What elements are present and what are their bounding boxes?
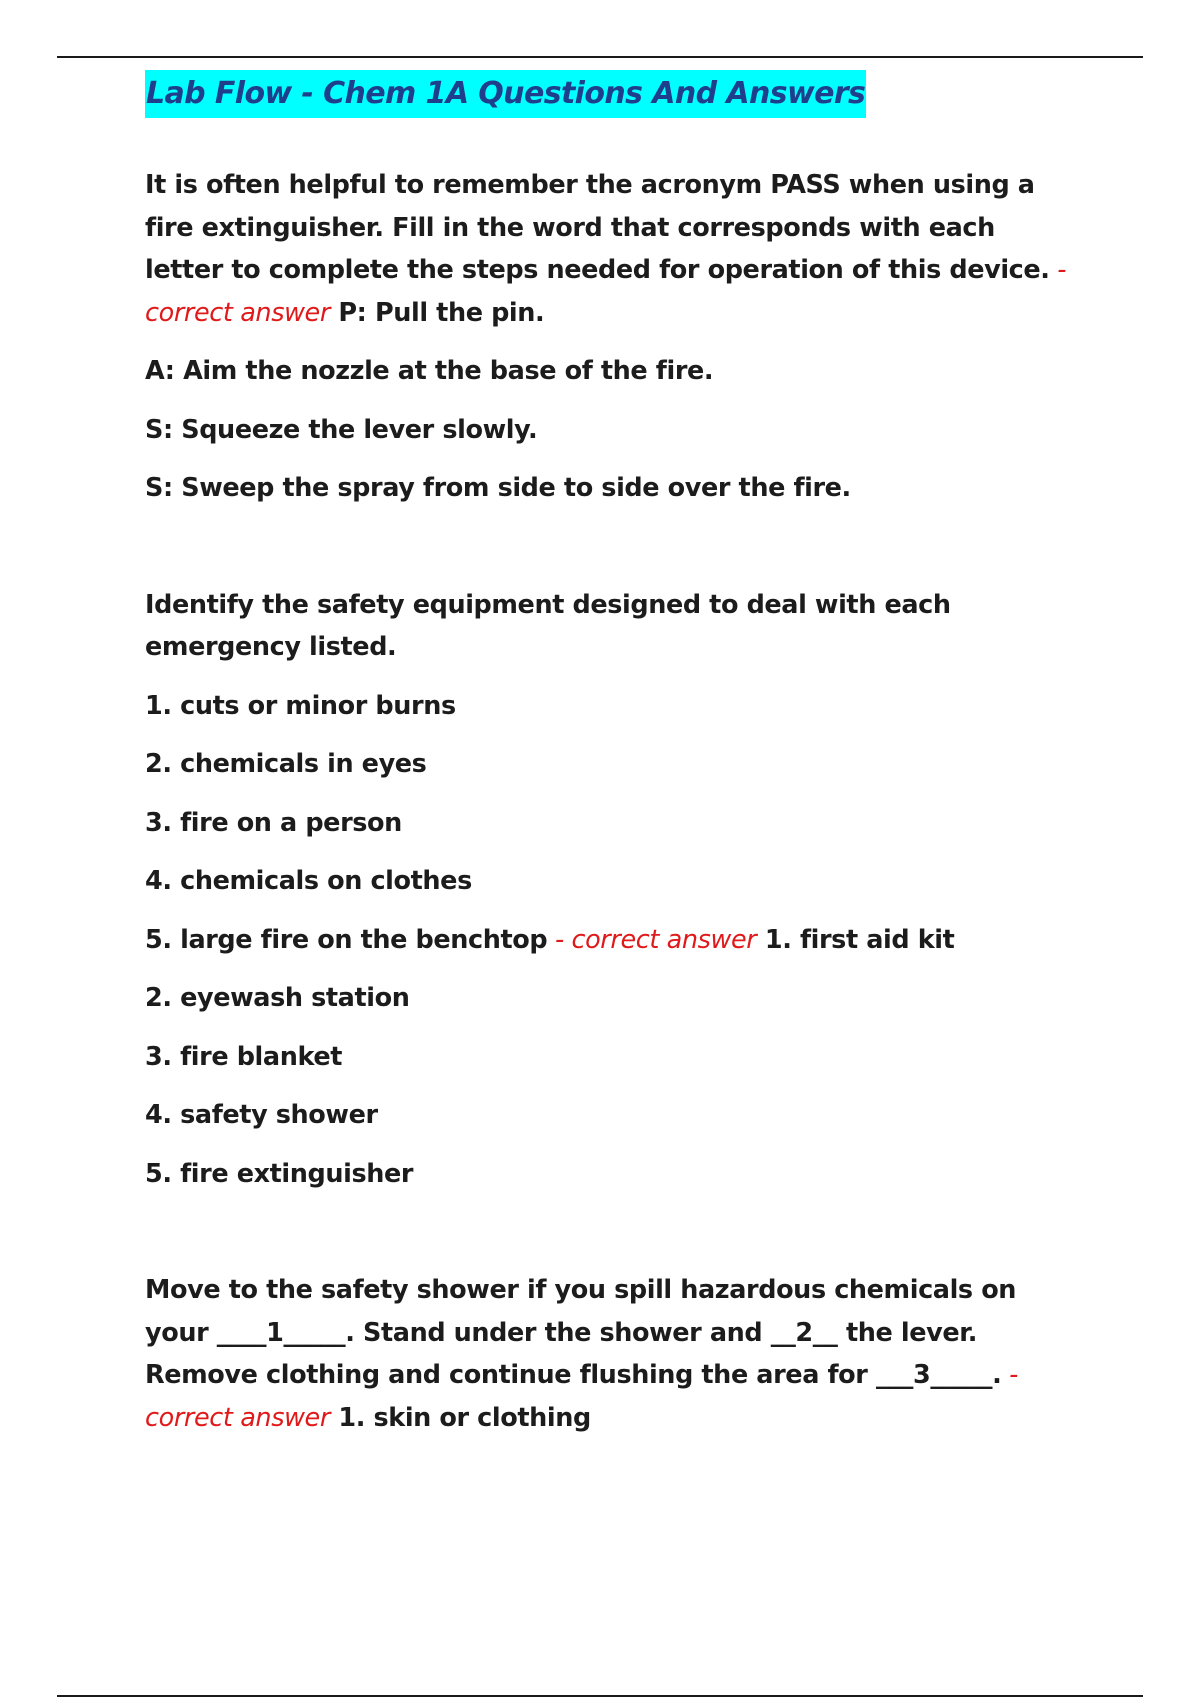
answer-line: 2. eyewash station xyxy=(145,983,410,1013)
document-body xyxy=(145,70,1080,1439)
question-2 xyxy=(145,584,1080,1196)
question-2-last-item xyxy=(145,919,1080,962)
answer-line: 5. fire extinguisher xyxy=(145,1158,414,1189)
question-1 xyxy=(145,164,1080,510)
question-2-prompt: Identify the safety equipment designed to deal with each emergency listed. xyxy=(145,589,951,662)
question-3-answer-first: 1. skin or clothing xyxy=(338,1402,591,1433)
question-1-text xyxy=(145,164,1080,334)
answer-line: S: Squeeze the lever slowly. xyxy=(145,414,538,445)
answer-line: S: Sweep the spray from side to side over the fire. xyxy=(145,473,851,503)
answer-line: 3. fire blanket xyxy=(145,1041,343,1072)
list-item: 4. chemicals on clothes xyxy=(145,866,472,896)
answer-label: - correct answer xyxy=(145,255,1067,328)
question-1-prompt: It is often helpful to remember the acronym PASS when using a fire extinguisher. Fill in the word that corresponds with each letter to complete the steps needed for operation of this device. xyxy=(145,170,1050,285)
question-2-answer-first: 1. first aid kit xyxy=(764,924,955,955)
answer-label: - correct answer xyxy=(145,1360,1018,1433)
answer-label: - correct answer xyxy=(547,924,757,955)
top-rule xyxy=(57,56,1143,58)
question-1-answer-first: P: Pull the pin. xyxy=(338,297,545,328)
list-item: 2. chemicals in eyes xyxy=(145,749,427,779)
answer-line: 4. safety shower xyxy=(145,1100,378,1130)
bottom-rule xyxy=(57,1695,1143,1697)
question-3 xyxy=(145,1269,1080,1439)
list-item: 5. large fire on the benchtop xyxy=(145,924,548,955)
list-item: 3. fire on a person xyxy=(145,807,402,838)
list-item: 1. cuts or minor burns xyxy=(145,690,456,721)
answer-line: A: Aim the nozzle at the base of the fire. xyxy=(145,356,714,386)
question-3-text xyxy=(145,1269,1080,1439)
document-title: Lab Flow - Chem 1A Questions And Answers xyxy=(145,70,866,118)
question-3-prompt: Move to the safety shower if you spill hazardous chemicals on your ____1_____. Stand under the shower and __2__ the lever. Remove clothing and continue flushing the area for ___3_____. xyxy=(145,1275,1017,1390)
